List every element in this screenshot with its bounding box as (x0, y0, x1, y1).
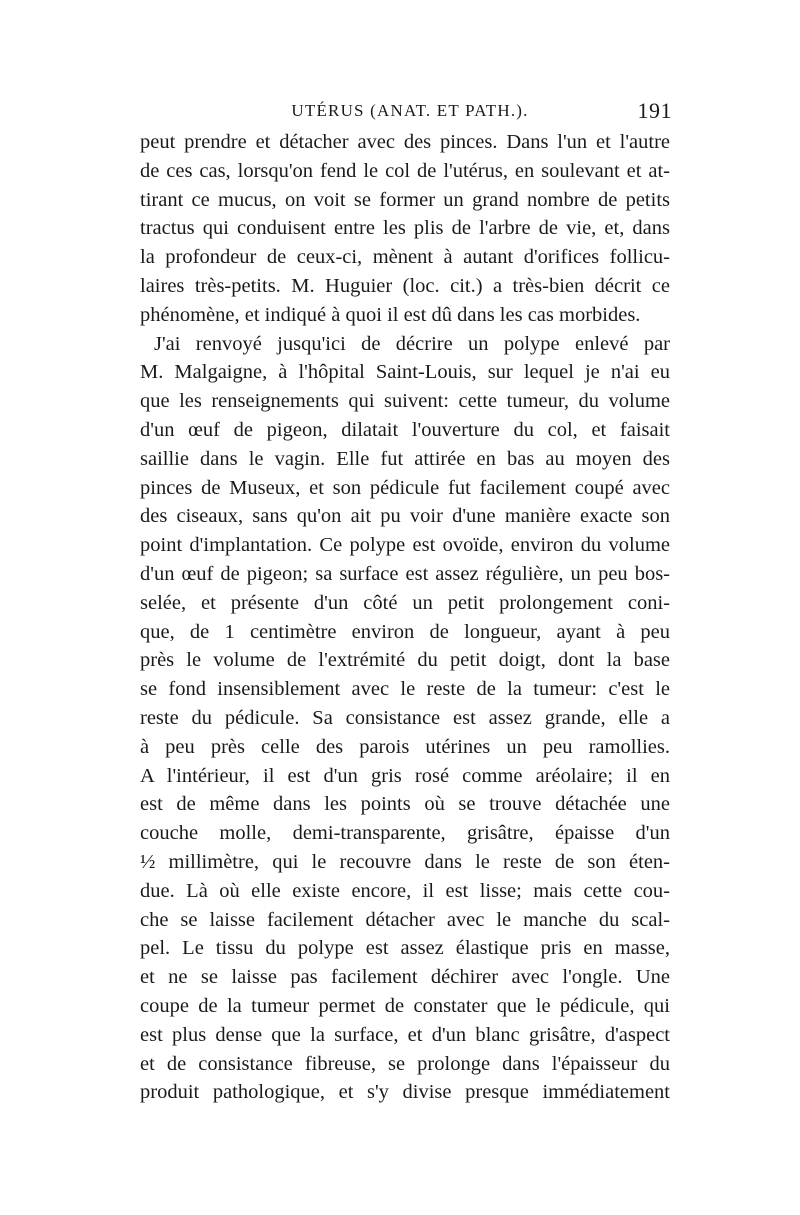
text-line: ½ millimètre, qui le recouvre dans le reste de son éten- (140, 850, 670, 873)
text-line: M. Malgaigne, à l'hôpital Saint-Louis, sur lequel je n'ai eu (140, 361, 670, 384)
text-line: coupe de la tumeur permet de constater que le pédicule, qui (140, 994, 670, 1017)
text-line: est de même dans les points où se trouve détachée une (140, 793, 670, 816)
running-title: UTÉRUS (ANAT. ET PATH.). (291, 101, 529, 120)
running-header (140, 98, 680, 124)
text-line: produit pathologique, et s'y divise presque immédiatement (140, 1081, 670, 1104)
text-line: A l'intérieur, il est d'un gris rosé comme aréolaire; il en (140, 764, 670, 787)
text-line: à peu près celle des parois utérines un peu ramollies. (140, 735, 670, 758)
text-line: laires très-petits. M. Huguier (loc. cit.) a très-bien décrit ce (140, 274, 670, 297)
page-number: 191 (637, 98, 672, 123)
text-line: pel. Le tissu du polype est assez élastique pris en masse, (140, 937, 670, 960)
text-line: due. Là où elle existe encore, il est lisse; mais cette cou- (140, 879, 670, 902)
text-line: peut prendre et détacher avec des pinces. Dans l'un et l'autre (140, 131, 670, 153)
text-line: phénomène, et indiqué à quoi il est dû dans les cas morbides. (140, 303, 641, 326)
text-line: pinces de Museux, et son pédicule fut facilement coupé avec (140, 476, 670, 499)
text-line: est plus dense que la surface, et d'un blanc grisâtre, d'aspect (140, 1023, 670, 1046)
text-line: point d'implantation. Ce polype est ovoïde, environ du volume (140, 534, 670, 557)
text-line: tirant ce mucus, on voit se former un grand nombre de petits (140, 188, 670, 211)
text-line: des ciseaux, sans qu'on ait pu voir d'une manière exacte son (140, 505, 670, 528)
text-line: la profondeur de ceux-ci, mènent à autant d'orifices follicu- (140, 246, 670, 269)
text-line: près le volume de l'extrémité du petit doigt, dont la base (140, 649, 670, 672)
text-line: se fond insensiblement avec le reste de la tumeur: c'est le (140, 678, 670, 701)
text-line: d'un œuf de pigeon; sa surface est assez régulière, un peu bos- (140, 562, 670, 585)
text-line: de ces cas, lorsqu'on fend le col de l'utérus, en soulevant et at- (140, 159, 670, 182)
body-text (140, 128, 670, 1107)
text-line: tractus qui conduisent entre les plis de l'arbre de vie, et, dans (140, 217, 670, 240)
text-line: et ne se laisse pas facilement déchirer avec l'ongle. Une (140, 966, 670, 989)
text-line: selée, et présente d'un côté un petit prolongement coni- (140, 591, 670, 614)
text-line: couche molle, demi-transparente, grisâtre, épaisse d'un (140, 822, 670, 845)
text-line: que les renseignements qui suivent: cette tumeur, du volume (140, 390, 670, 413)
text-line: che se laisse facilement détacher avec le manche du scal- (140, 908, 670, 931)
text-line: saillie dans le vagin. Elle fut attirée en bas au moyen des (140, 447, 670, 470)
text-line: que, de 1 centimètre environ de longueur, ayant à peu (140, 620, 670, 643)
paragraph-first-line: J'ai renvoyé jusqu'ici de décrire un polype enlevé par (154, 332, 670, 355)
text-line: reste du pédicule. Sa consistance est assez grande, elle a (140, 706, 670, 729)
text-line: d'un œuf de pigeon, dilatait l'ouverture du col, et faisait (140, 418, 670, 441)
text-line: et de consistance fibreuse, se prolonge dans l'épaisseur du (140, 1052, 670, 1075)
